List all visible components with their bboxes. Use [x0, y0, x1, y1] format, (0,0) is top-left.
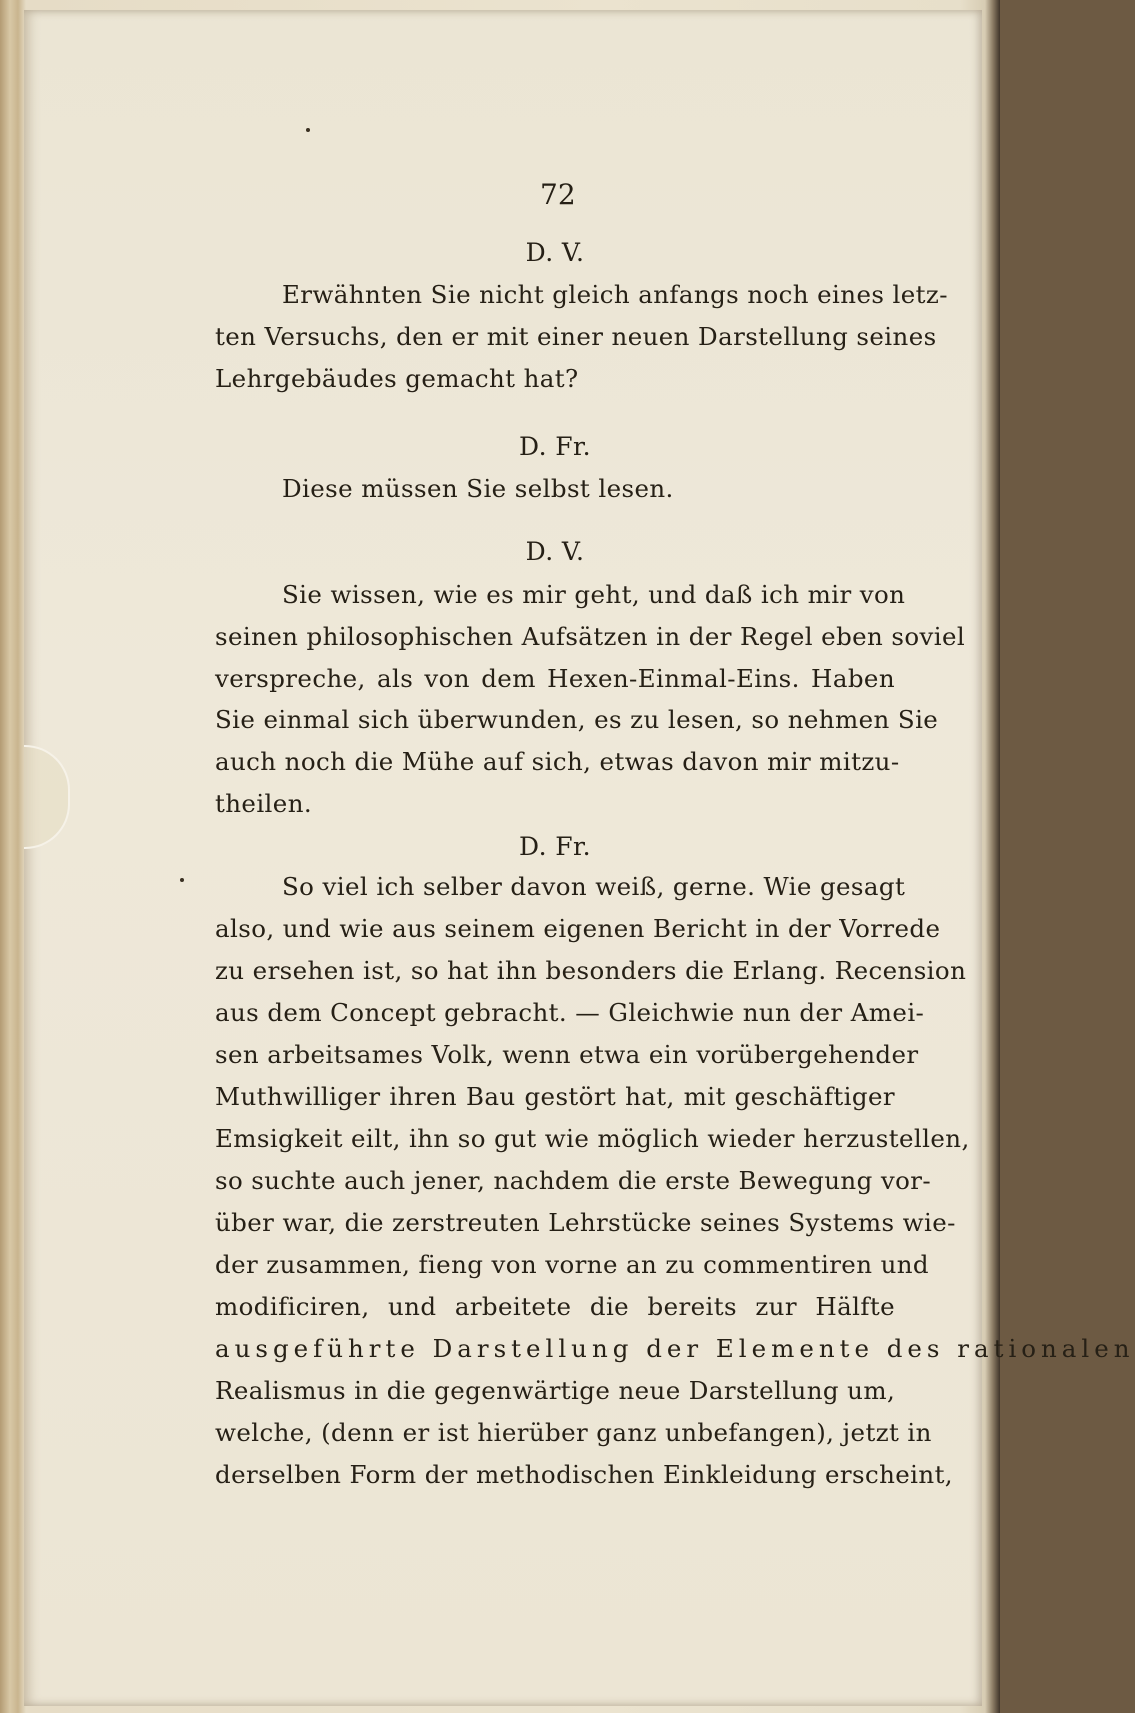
- text-line: verspreche, als von dem Hexen-Einmal-Eins. Haben: [215, 664, 895, 693]
- text-line: derselben Form der methodischen Einkleidung erscheint,: [215, 1460, 953, 1489]
- page-tab-mark: [24, 745, 70, 849]
- paper-speck: [180, 878, 184, 882]
- text-line: Diese müssen Sie selbst lesen.: [282, 474, 674, 503]
- text-line: Erwähnten Sie nicht gleich anfangs noch eines letz-: [282, 280, 948, 309]
- text-line: Sie wissen, wie es mir geht, und daß ich mir von: [282, 580, 906, 609]
- text-line: Muthwilliger ihren Bau gestört hat, mit geschäftiger: [215, 1082, 895, 1111]
- text-line: seinen philosophischen Aufsätzen in der Regel eben soviel: [215, 622, 966, 651]
- text-line: der zusammen, fieng von vorne an zu commentiren und: [215, 1250, 930, 1279]
- text-line: Emsigkeit eilt, ihn so gut wie möglich wieder herzustellen,: [215, 1124, 970, 1153]
- text-line: welche, (denn er ist hierüber ganz unbefangen), jetzt in: [215, 1418, 932, 1447]
- text-line: theilen.: [215, 789, 313, 818]
- text-line: ausgeführte Darstellung der Elemente des rationalen: [215, 1334, 1135, 1363]
- page-number: 72: [540, 178, 576, 211]
- speaker-label: D. V.: [525, 537, 585, 566]
- text-line: Lehrgebäudes gemacht hat?: [215, 364, 579, 393]
- text-line: So viel ich selber davon weiß, gerne. Wie gesagt: [282, 872, 906, 901]
- text-line: modificiren, und arbeitete die bereits zur Hälfte: [215, 1292, 895, 1321]
- text-line: aus dem Concept gebracht. — Gleichwie nun der Amei-: [215, 998, 925, 1027]
- text-line: Realismus in die gegenwärtige neue Darstellung um,: [215, 1376, 896, 1405]
- text-line: zu ersehen ist, so hat ihn besonders die Erlang. Recension: [215, 956, 967, 985]
- text-line: über war, die zerstreuten Lehrstücke seines Systems wie-: [215, 1208, 956, 1237]
- text-line: sen arbeitsames Volk, wenn etwa ein vorübergehender: [215, 1040, 919, 1069]
- text-line: also, und wie aus seinem eigenen Bericht in der Vorrede: [215, 914, 941, 943]
- text-line: auch noch die Mühe auf sich, etwas davon mir mitzu-: [215, 747, 900, 776]
- paper-speck: [306, 128, 310, 132]
- text-line: Sie einmal sich überwunden, es zu lesen, so nehmen Sie: [215, 705, 939, 734]
- speaker-label: D. Fr.: [519, 432, 591, 461]
- text-line: ten Versuchs, den er mit einer neuen Darstellung seines: [215, 322, 937, 351]
- text-line: so suchte auch jener, nachdem die erste Bewegung vor-: [215, 1166, 932, 1195]
- speaker-label: D. V.: [525, 238, 585, 267]
- speaker-label: D. Fr.: [519, 832, 591, 861]
